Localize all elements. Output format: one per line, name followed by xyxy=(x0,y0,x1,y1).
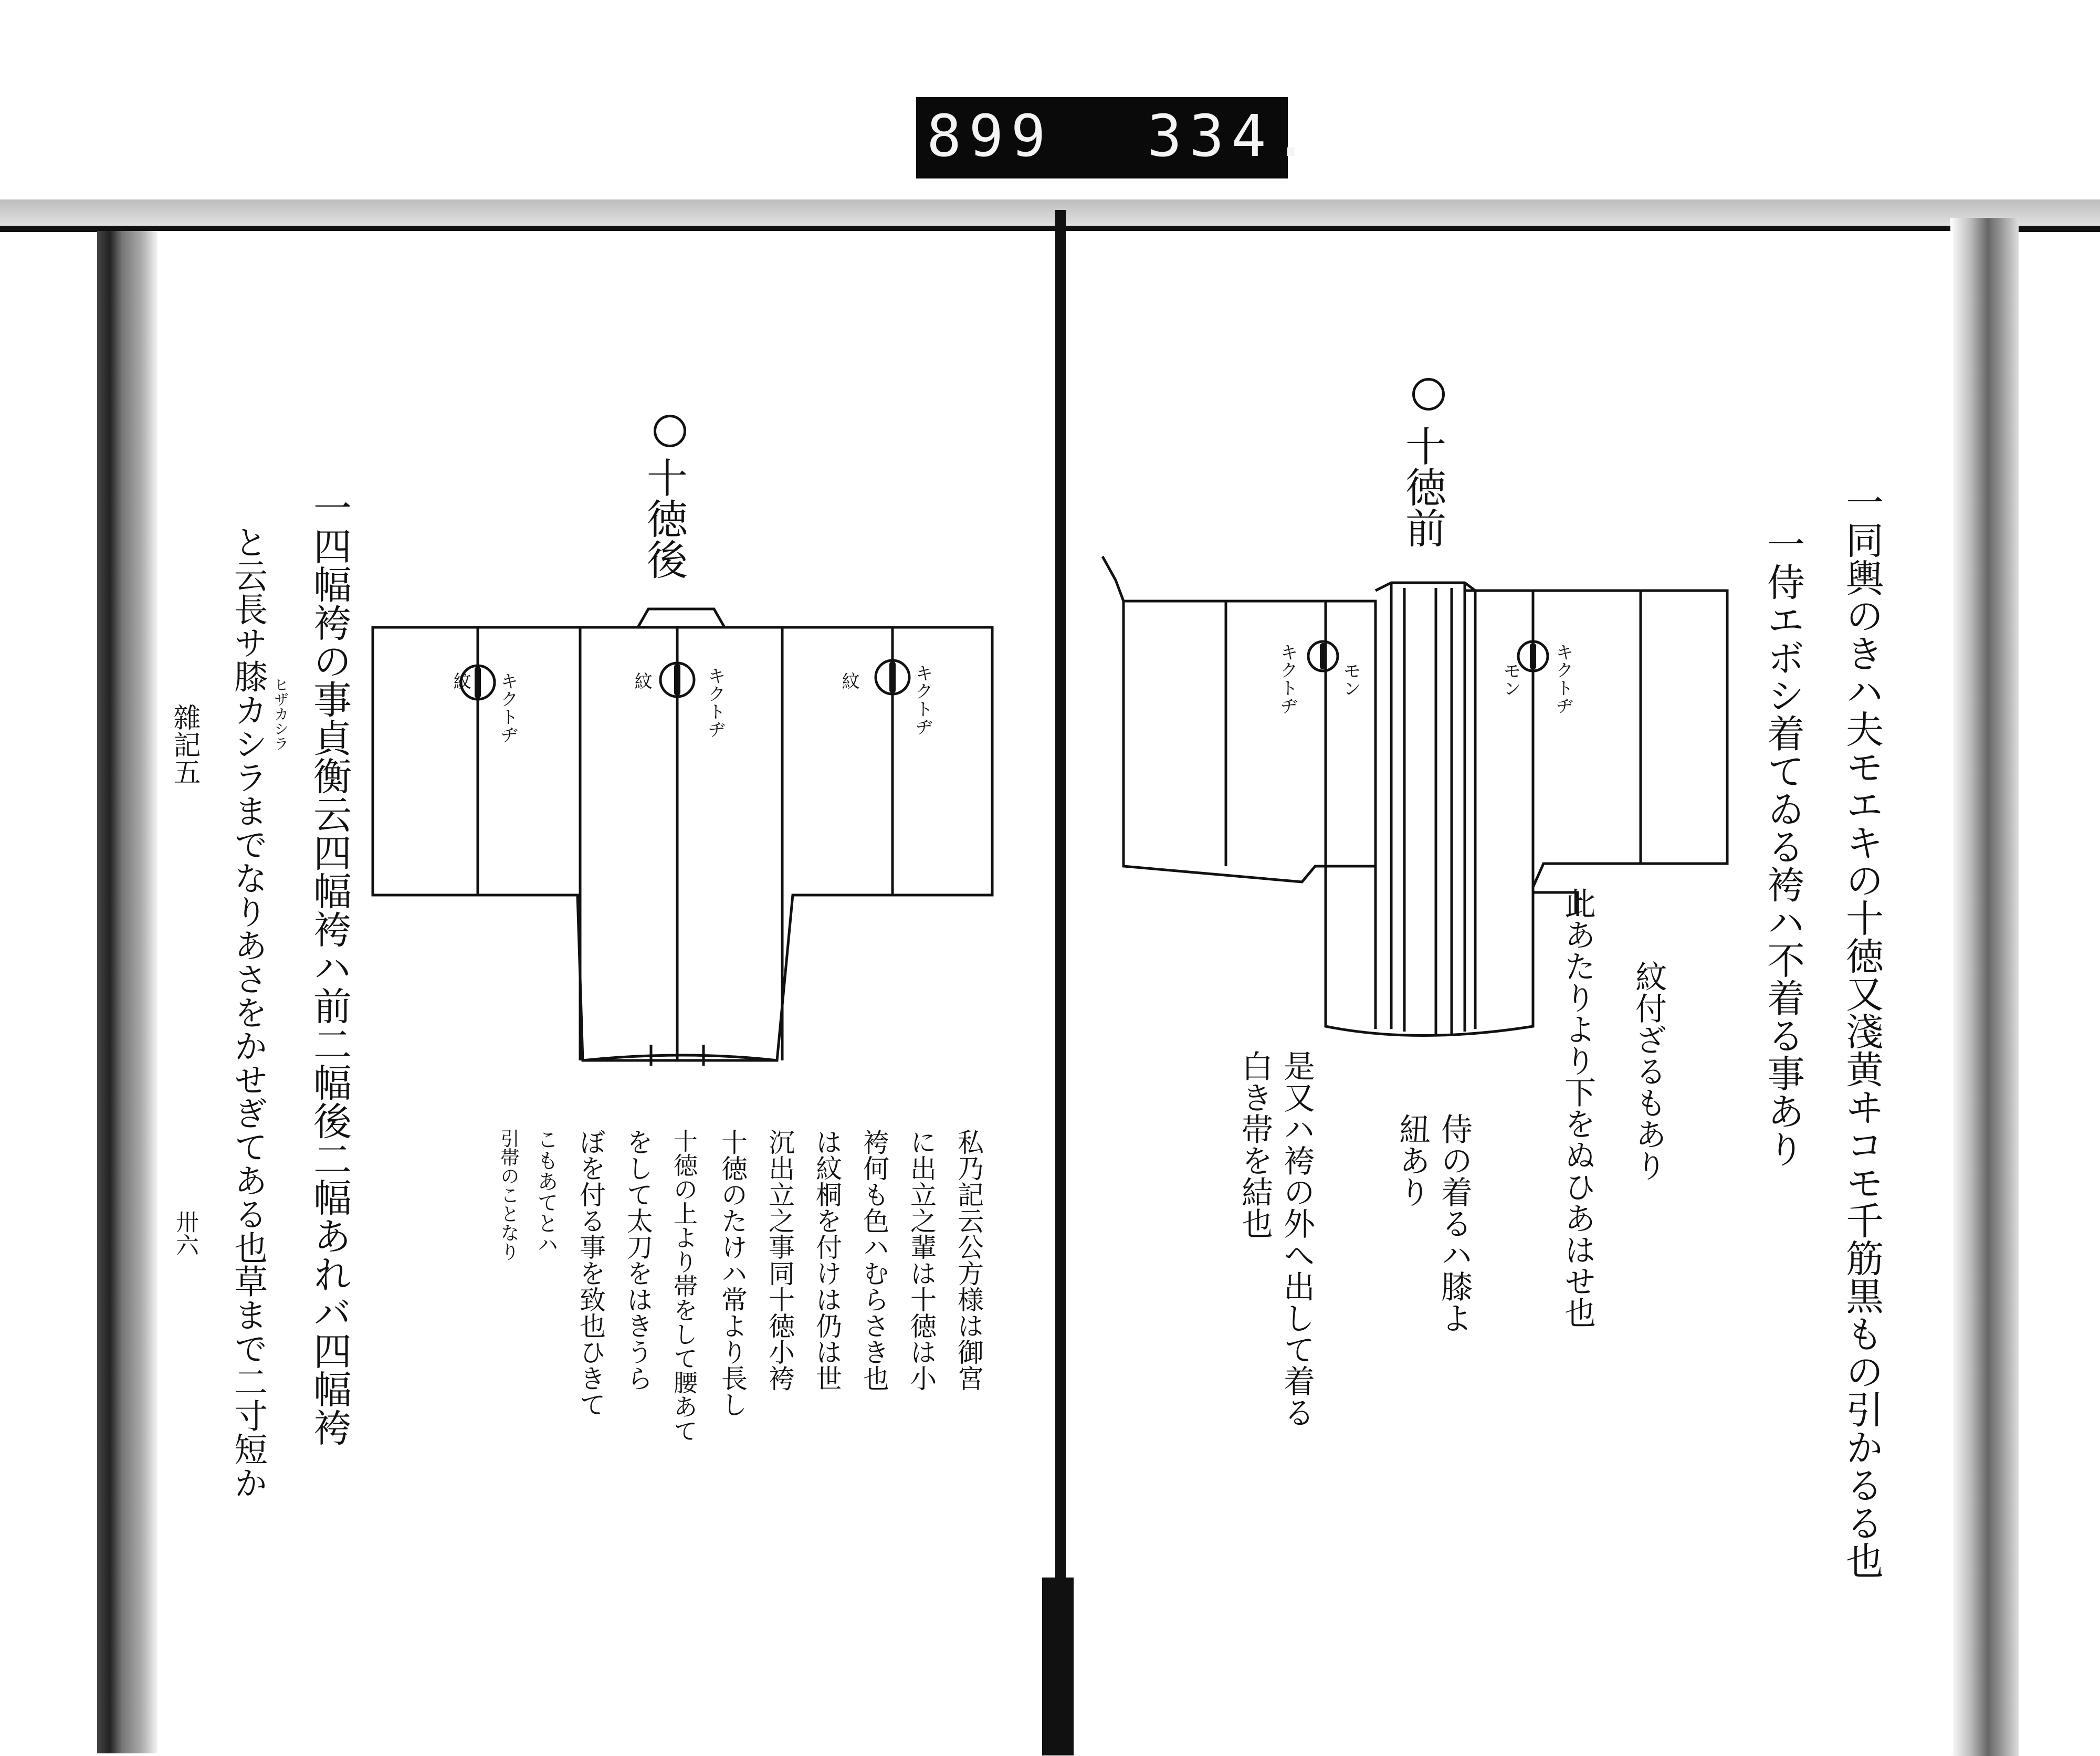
counter-right: 334. xyxy=(1147,102,1316,170)
margin-title: 雜記五 xyxy=(169,703,200,785)
right-kikutoji-label-2: キクトヂ xyxy=(1552,643,1573,714)
right-main-text-col2: 一侍エボシ着てゐる袴ハ不着る事あり xyxy=(1761,525,1805,1168)
left-main-text-col1: 一四幅袴の事貞衡云四幅袴ハ前二幅後二幅あれバ四幅袴 xyxy=(307,488,351,1446)
right-kikutoji-label-1: キクトヂ xyxy=(1277,643,1298,714)
note-line: ぼを付る事を致也ひきて xyxy=(575,1129,606,1417)
left-mon-label-1: 紋 xyxy=(450,672,471,690)
right-mon-label-2: モン xyxy=(1500,661,1521,697)
right-mon-label-1: モン xyxy=(1340,661,1361,697)
right-main-text-col1: 一同輿のきハ夫モエキの十徳又淺黄ヰコモ千筋黒もの引かるる也 xyxy=(1840,483,1884,1579)
note-line: は紋桐を付けは仍は世 xyxy=(812,1129,842,1391)
note-line: 十徳の上より帯をして腰あて xyxy=(670,1129,698,1443)
left-furigana: ヒザカシラ xyxy=(272,677,289,751)
right-note-sew: 此あたりより下をぬひあはせ也 xyxy=(1559,887,1596,1328)
note-line: 引帯のことなり xyxy=(498,1129,519,1261)
note-line: をして太刀をはきうら xyxy=(623,1129,653,1391)
right-note-samurai: 侍の着るハ膝よ xyxy=(1436,1113,1473,1333)
right-note-mon: 紋付ざるもあり xyxy=(1630,961,1667,1181)
left-kikutoji-label-3: キクトヂ xyxy=(912,664,933,735)
note-line: 沉出立之事同十徳小袴 xyxy=(764,1129,795,1391)
right-diagram-title: 十徳前 xyxy=(1399,425,1446,548)
note-line: に出立之輩は十徳は小 xyxy=(906,1129,937,1391)
left-kikutoji-label-1: キクトヂ xyxy=(497,672,518,743)
right-note-obi: 白き帯を結也 xyxy=(1236,1050,1273,1239)
right-note-himo: 紐あり xyxy=(1394,1113,1431,1207)
note-line: 私乃記云公方様は御宮 xyxy=(953,1129,984,1391)
left-mon-label-3: 紋 xyxy=(838,672,859,690)
left-title-circle xyxy=(654,415,686,447)
left-diagram-title: 十徳後 xyxy=(640,457,687,580)
note-line: 袴何も色ハむらさき也 xyxy=(859,1129,889,1391)
page-number: 卅六 xyxy=(172,1210,198,1256)
note-line: こもあてとハ xyxy=(534,1129,558,1255)
left-kikutoji-label-2: キクトヂ xyxy=(705,667,726,738)
counter-left: 899 xyxy=(927,102,1053,170)
left-main-text-col2: と云長サ膝カシラまでなりあさをかせぎてある也草まで二寸短か xyxy=(228,525,267,1499)
left-mon-label-2: 紋 xyxy=(631,672,652,690)
note-line: 十徳のたけハ常より長し xyxy=(717,1129,748,1417)
right-note-hakama: 是又ハ袴の外へ出して着る xyxy=(1278,1050,1315,1428)
right-title-circle xyxy=(1412,378,1445,411)
